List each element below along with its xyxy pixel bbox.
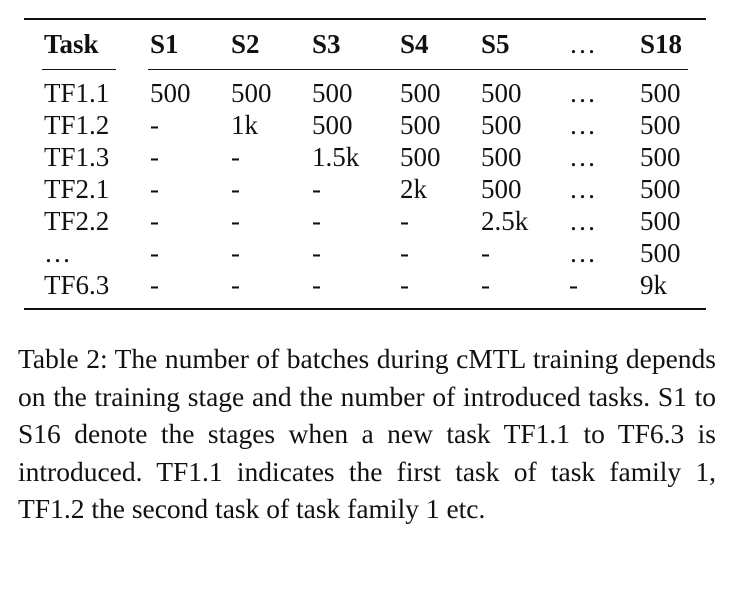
table-cell: - (312, 270, 321, 300)
table-cell: 500 (481, 142, 522, 172)
table-cell: 500 (312, 78, 353, 108)
header-cell-ellipsis: … (569, 29, 596, 59)
table-cell: - (231, 238, 240, 268)
table-cell: - (150, 238, 159, 268)
table-cell: 2.5k (481, 206, 529, 236)
table-cell: 500 (481, 174, 522, 204)
table-cell: 500 (400, 78, 441, 108)
table-cell: 500 (400, 142, 441, 172)
table-cell: 500 (150, 78, 191, 108)
table-cell: - (150, 174, 159, 204)
table-cell: - (150, 270, 159, 300)
table-cell: - (231, 174, 240, 204)
table-cell: TF6.3 (44, 270, 110, 300)
table-cell: - (231, 142, 240, 172)
table-cell: 500 (231, 78, 272, 108)
table-caption: Table 2: The number of batches during cMTL training depends on the training stage and the number of introduced tasks. S1 to S16 denote the stages when a new task TF1.1 to TF6.3 is introduced. TF1.1 indicates the first task of task family 1, TF1.2 the second task of task family 1 etc. (18, 343, 716, 524)
table-cell: - (400, 206, 409, 236)
table-cell: … (569, 206, 596, 236)
header-rule-stages (148, 69, 688, 70)
header-cell-s4: S4 (400, 29, 429, 59)
table-cell: … (44, 238, 71, 268)
table-cell: … (569, 78, 596, 108)
table-cell: … (569, 174, 596, 204)
table-cell: - (231, 270, 240, 300)
table-cell: 500 (481, 78, 522, 108)
header-rule-task (42, 69, 116, 70)
table-cell: 9k (640, 270, 667, 300)
table-cell: - (400, 270, 409, 300)
table-cell: - (150, 142, 159, 172)
table-cell: … (569, 238, 596, 268)
header-cell-s3: S3 (312, 29, 341, 59)
table-cell: 500 (481, 110, 522, 140)
table-top-rule (24, 18, 706, 20)
header-cell-s18: S18 (640, 29, 683, 59)
table-cell: … (569, 142, 596, 172)
table-cell: 1.5k (312, 142, 360, 172)
table-cell: 500 (640, 142, 681, 172)
table-cell: - (312, 174, 321, 204)
table-cell: TF1.1 (44, 78, 110, 108)
header-cell-s2: S2 (231, 29, 260, 59)
table-cell: TF2.1 (44, 174, 110, 204)
table-cell: - (312, 238, 321, 268)
table-cell: 500 (640, 110, 681, 140)
header-cell-s1: S1 (150, 29, 179, 59)
table-cell: 2k (400, 174, 427, 204)
header-cell-s5: S5 (481, 29, 510, 59)
table-cell: - (569, 270, 578, 300)
table-cell: TF1.3 (44, 142, 110, 172)
table-cell: … (569, 110, 596, 140)
table-cell: - (481, 270, 490, 300)
table-cell: 500 (640, 238, 681, 268)
table-cell: - (400, 238, 409, 268)
table-cell: 500 (640, 206, 681, 236)
table-bottom-rule (24, 308, 706, 310)
table-cell: TF1.2 (44, 110, 110, 140)
table-cell: 500 (400, 110, 441, 140)
table-cell: 500 (312, 110, 353, 140)
table-cell: 500 (640, 174, 681, 204)
table-cell: - (312, 206, 321, 236)
table-cell: 500 (640, 78, 681, 108)
table-cell: TF2.2 (44, 206, 110, 236)
header-cell-task: Task (44, 29, 99, 59)
table-cell: 1k (231, 110, 258, 140)
table-cell: - (231, 206, 240, 236)
table-cell: - (150, 110, 159, 140)
table-cell: - (150, 206, 159, 236)
table-cell: - (481, 238, 490, 268)
